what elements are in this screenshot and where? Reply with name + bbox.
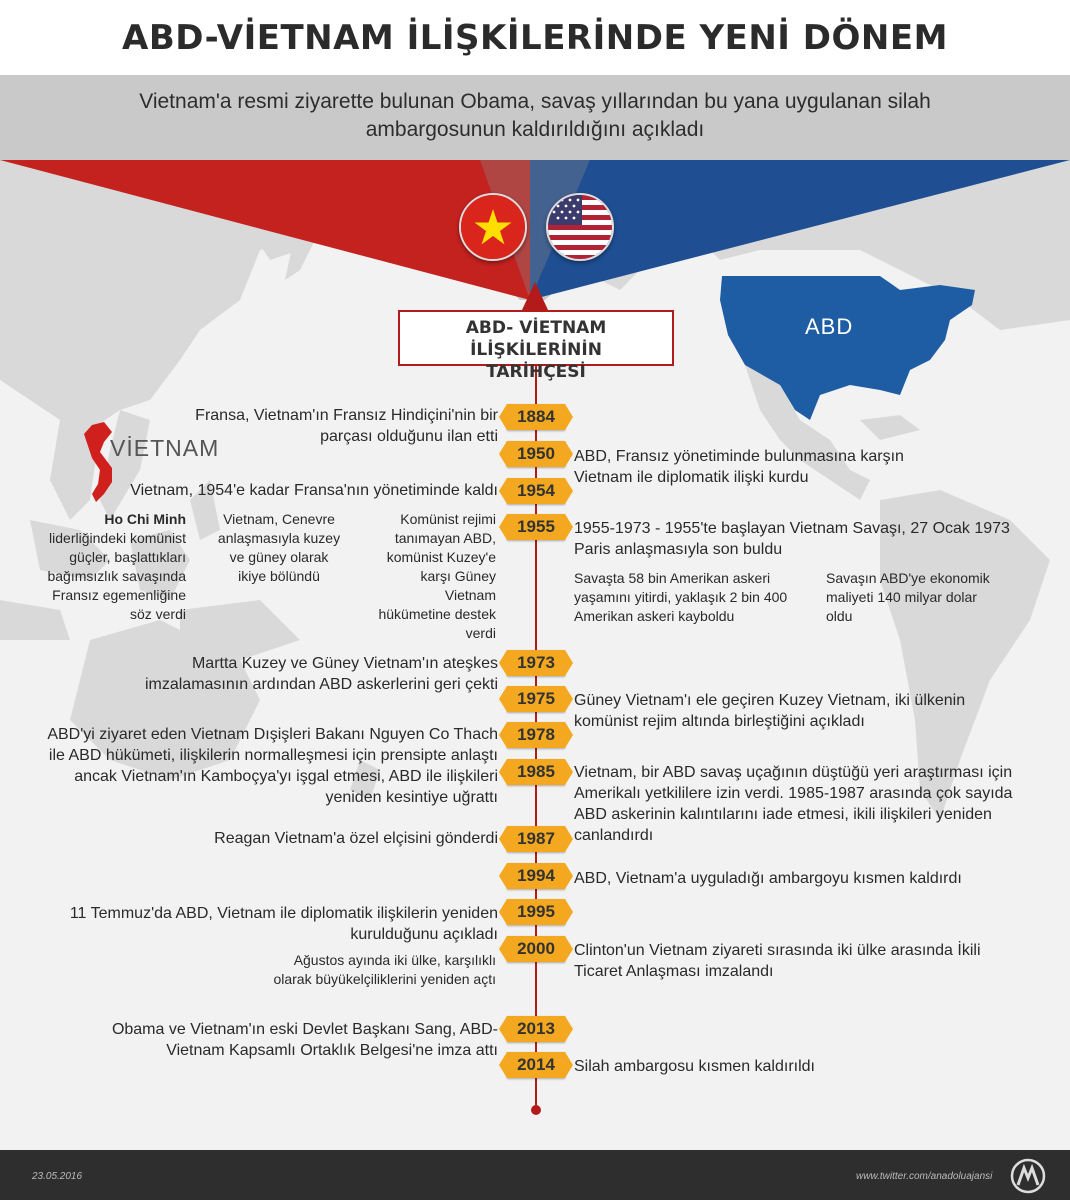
event-1954: Vietnam, 1954'e kadar Fransa'nın yönetiminde kaldı (130, 482, 498, 499)
event-1995-embassies: Ağustos ayında iki ülke, karşılıklı olarak büyükelçiliklerini yeniden açtı (273, 952, 496, 987)
event-2014: Silah ambargosu kısmen kaldırıldı (574, 1058, 815, 1075)
event-1994: ABD, Vietnam'a uyguladığı ambargoyu kısmen kaldırdı (574, 870, 962, 887)
year-badge-2000: 2000 (507, 936, 565, 962)
year-badge-1985: 1985 (507, 759, 565, 785)
event-1995: 11 Temmuz'da ABD, Vietnam ile diplomatik ilişkilerin yeniden kurulduğunu açıkladı (69, 905, 498, 943)
year-badge-1954: 1954 (507, 478, 565, 504)
vietnam-map-label: VİETNAM (110, 435, 220, 461)
event-1978: ABD'yi ziyaret eden Vietnam Dışişleri Bakanı Nguyen Co Thach ile ABD hükümeti, ilişkilerin normalleşmesi için prensipte anlaştı ancak Vietnam'ın Kamboçya'yı işgal etmesi, ABD ile ilişkileri yeniden kesintiye uğrattı (47, 726, 498, 806)
footer-date: 23.05.2016 (32, 1171, 83, 1182)
war-cost-note: Savaşın ABD'ye ekonomik maliyeti 140 milyar dolar oldu (826, 570, 990, 624)
war-casualties-note: Savaşta 58 bin Amerikan askeri yaşamını yitirdi, yaklaşık 2 bin 400 Amerikan askeri kayboldu (574, 570, 788, 624)
page-title: ABD-VİETNAM İLİŞKİLERİNDE YENİ DÖNEM (122, 18, 948, 58)
anadolu-agency-logo-icon (1010, 1158, 1046, 1194)
year-badge-1994: 1994 (507, 863, 565, 889)
subtitle-line-1: Vietnam'a resmi ziyarette bulunan Obama, savaş yıllarından bu yana uygulanan silah (139, 90, 931, 113)
year-badge-1987: 1987 (507, 826, 565, 852)
event-1985: Vietnam, bir ABD savaş uçağının düştüğü yeri araştırması için Amerikalı yetkililere izin verdi. 1985-1987 arasında çok sayıda ABD askerinin kalıntılarını iade etmesi, ikili ilişkileri yeniden canlandırdı (574, 764, 1013, 844)
year-badge-1950: 1950 (507, 441, 565, 467)
geneva-note: Vietnam, Cenevre anlaşmasıyla kuzey ve güney olarak ikiye bölündü (217, 511, 341, 584)
year-badge-1978: 1978 (507, 722, 565, 748)
ho-chi-minh-text: liderliğindeki komünist güçler, başlattıkları bağımsızlık savaşında Fransız egemenliğine söz verdi (47, 530, 186, 622)
history-title-box (398, 310, 674, 382)
history-title-line-2: TARİHÇESİ (486, 362, 586, 382)
usa-map-label: ABD (805, 314, 854, 339)
subtitle-line-2: ambargosunun kaldırıldığını açıkladı (365, 118, 705, 141)
event-1950: ABD, Fransız yönetiminde bulunmasına karşın Vietnam ile diplomatik ilişki kurdu (574, 448, 904, 486)
event-1987: Reagan Vietnam'a özel elçisini gönderdi (214, 830, 498, 847)
event-1975: Güney Vietnam'ı ele geçiren Kuzey Vietnam, iki ülkenin komünist rejim altında birleştiğini açıkladı (574, 692, 966, 730)
year-badge-2014: 2014 (507, 1052, 565, 1078)
year-badge-1975: 1975 (507, 686, 565, 712)
vietnam-flag-icon (459, 193, 527, 261)
year-badge-1955: 1955 (507, 514, 565, 540)
ho-chi-minh-note (44, 510, 186, 624)
year-badge-1884: 1884 (507, 404, 565, 430)
ho-chi-minh-name: Ho Chi Minh (104, 511, 186, 527)
year-badge-1995: 1995 (507, 899, 565, 925)
event-2000: Clinton'un Vietnam ziyareti sırasında iki ülke arasında İkili Ticaret Anlaşması imzalandı (574, 942, 981, 980)
event-2013: Obama ve Vietnam'ın eski Devlet Başkanı Sang, ABD-Vietnam Kapsamlı Ortaklık Belgesi'ne imza attı (111, 1021, 498, 1059)
event-1955: 1955-1973 - 1955'te başlayan Vietnam Savaşı, 27 Ocak 1973 Paris anlaşmasıyla son buldu (574, 520, 1010, 558)
event-1973: Martta Kuzey ve Güney Vietnam'ın ateşkes imzalamasının ardından ABD askerlerini geri çekti (144, 655, 498, 693)
history-title-line-1: ABD- VİETNAM İLİŞKİLERİNİN (465, 318, 607, 360)
footer-twitter-link[interactable]: www.twitter.com/anadoluajansi (856, 1171, 993, 1182)
page-subtitle (90, 88, 980, 144)
us-support-note: Komünist rejimi tanımayan ABD, komünist Kuzey'e karşı Güney Vietnam hükümetine destek verdi (378, 511, 496, 641)
event-1884: Fransa, Vietnam'ın Fransız Hindiçini'nin bir parçası olduğunu ilan etti (195, 407, 498, 445)
year-badge-2013: 2013 (507, 1016, 565, 1042)
year-badge-1973: 1973 (507, 650, 565, 676)
usa-flag-icon (546, 193, 614, 261)
